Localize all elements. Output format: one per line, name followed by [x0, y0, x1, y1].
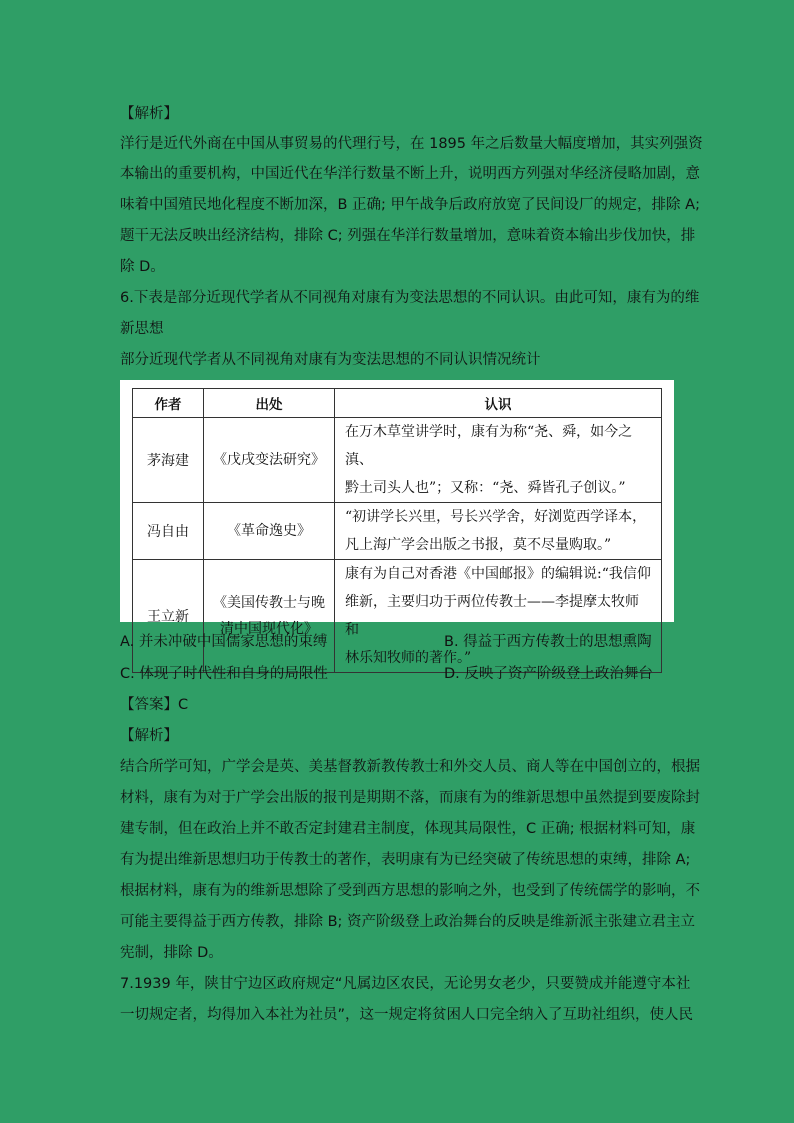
paragraph-line: 有为提出维新思想归功于传教士的著作，表明康有为已经突破了传统思想的束缚，排除 A; [120, 852, 691, 868]
paragraph-line: 可能主要得益于西方传教，排除 B; 资产阶级登上政治舞台的反映是维新派主张建立君主立 [120, 914, 696, 930]
paragraph-line: 根据材料，康有为的维新思想除了受到西方思想的影响之外，也受到了传统儒学的影响，不 [120, 883, 700, 899]
option-b: B. 得益于西方传教士的思想熏陶 [444, 634, 652, 650]
cell-source: 《美国传教士与晚 清中国现代化》 [204, 560, 335, 673]
cell-view: 康有为自己对香港《中国邮报》的编辑说:“我信仰 维新，主要归功于两位传教士——李提摩太牧师和 林乐知牧师的著作。” [335, 560, 662, 673]
table-header-row [133, 389, 662, 418]
question-line: 7.1939 年，陕甘宁边区政府规定“凡属边区农民，无论男女老少，只要赞成并能遵守本社 [120, 976, 691, 992]
header-author: 作者 [133, 389, 204, 418]
views-table [132, 388, 662, 673]
paragraph-line: 本输出的重要机构，中国近代在华洋行数量不断上升，说明西方列强对华经济侵略加剧，意 [120, 166, 700, 182]
cell-source: 《革命逸史》 [204, 503, 335, 560]
cell-author: 王立新 [133, 560, 204, 673]
option-c: C. 体现了时代性和自身的局限性 [120, 666, 328, 682]
answer-line: 【答案】C [120, 697, 189, 713]
analysis-heading: 【解析】 [120, 106, 178, 122]
paragraph-line: 味着中国殖民地化程度不断加深，B 正确; 甲午战争后政府放宽了民间设厂的规定，排除 A; [120, 197, 700, 213]
paragraph-line: 宪制，排除 D。 [120, 945, 223, 961]
paragraph-line: 题干无法反映出经济结构，排除 C; 列强在华洋行数量增加，意味着资本输出步伐加快，排 [120, 228, 696, 244]
table-row [133, 560, 662, 673]
cell-source: 《戊戌变法研究》 [204, 418, 335, 503]
cell-view: 在万木草堂讲学时，康有为称“尧、舜，如今之滇、 黔土司头人也”；又称：“尧、舜皆孔子创议。” [335, 418, 662, 503]
paragraph-line: 除 D。 [120, 259, 165, 275]
table-row [133, 503, 662, 560]
paragraph-line: 洋行是近代外商在中国从事贸易的代理行号，在 1895 年之后数量大幅度增加，其实列强资 [120, 136, 703, 152]
question-line: 6.下表是部分近现代学者从不同视角对康有为变法思想的不同认识。由此可知，康有为的维 [120, 290, 700, 306]
header-source: 出处 [204, 389, 335, 418]
paragraph-line: 结合所学可知，广学会是英、美基督教新教传教士和外交人员、商人等在中国创立的，根据 [120, 759, 700, 775]
option-a: A. 并未冲破中国儒家思想的束缚 [120, 634, 328, 650]
paragraph-line: 建专制，但在政治上并不敢否定封建君主制度，体现其局限性，C 正确; 根据材料可知，康 [120, 821, 696, 837]
header-view: 认识 [335, 389, 662, 418]
table-caption: 部分近现代学者从不同视角对康有为变法思想的不同认识情况统计 [120, 352, 541, 368]
question-line: 新思想 [120, 321, 164, 337]
analysis-heading: 【解析】 [120, 728, 178, 744]
table-row [133, 418, 662, 503]
cell-author: 茅海建 [133, 418, 204, 503]
cell-view: “初讲学长兴里，号长兴学舍，好浏览西学译本， 凡上海广学会出版之书报，莫不尽量购取。” [335, 503, 662, 560]
question-line: 一切规定者，均得加入本社为社员”，这一规定将贫困人口完全纳入了互助社组织，使人民 [120, 1007, 694, 1023]
option-d: D. 反映了资产阶级登上政治舞台 [444, 666, 653, 682]
cell-author: 冯自由 [133, 503, 204, 560]
paragraph-line: 材料，康有为对于广学会出版的报刊是期期不落，而康有为的维新思想中虽然提到要废除封 [120, 790, 700, 806]
